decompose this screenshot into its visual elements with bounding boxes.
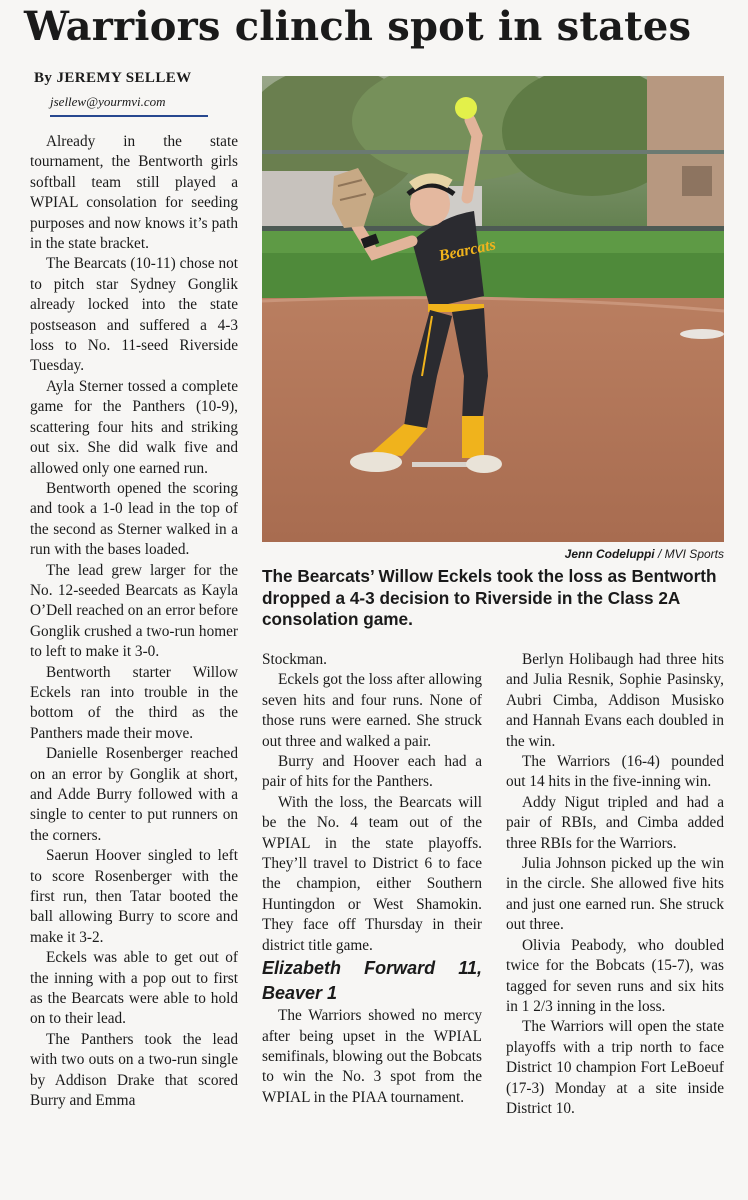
credit-name: Jenn Codeluppi — [564, 547, 655, 561]
photo-caption: The Bearcats’ Willow Eckels took the loss as Bentworth dropped a 4-3 decision to Riverside in the Class 2A consolation game. — [262, 566, 717, 629]
paragraph: Ayla Sterner tossed a complete game for the Panthers (10-9), scattering four hits and striking out six. She did walk five and allowed only one earned run. — [30, 377, 238, 477]
paragraph: The Warriors (16-4) pounded out 14 hits in the five-inning win. — [506, 753, 724, 791]
jersey-lettering: Bearcats — [437, 236, 498, 265]
article-column-2 — [262, 650, 482, 1108]
paragraph: Eckels was able to get out of the inning with a pop out to first as the Bearcats were able to hold on to their lead. — [30, 949, 238, 1028]
paragraph: With the loss, the Bearcats will be the No. 4 team out of the WPIAL in the state playoffs. They’ll travel to District 6 to face the champion, either Southern Huntingdon or West Shamokin. They face off Thursday in their district title game. — [262, 793, 482, 954]
paragraph: Olivia Peabody, who doubled twice for the Bobcats (15-7), was tagged for seven runs and six hits in 1 2/3 inning in the loss. — [506, 936, 724, 1015]
paragraph: The Bearcats (10-11) chose not to pitch star Sydney Gonglik already locked into the state postseason and suffered a 4-3 loss to No. 11-seed Riverside Tuesday. — [30, 255, 238, 375]
paragraph: Bentworth starter Willow Eckels ran into trouble in the bottom of the third as the Panthers made their move. — [30, 663, 238, 742]
author-email-link[interactable]: jsellew@yourmvi.com — [50, 94, 166, 109]
credit-org: / MVI Sports — [654, 547, 724, 561]
headline: Warriors clinch spot in states — [24, 3, 692, 50]
photo-credit — [565, 547, 724, 561]
paragraph: Berlyn Holibaugh had three hits and Julia Resnik, Sophie Pasinsky, Aubri Cimba, Addison Musisko and Hannah Evans each doubled in the win. — [506, 651, 724, 750]
paragraph: Saerun Hoover singled to left to score Rosenberger with the first run, then Tatar booted the ball allowing Burry to score and make it 3-2. — [30, 847, 238, 946]
paragraph: Burry and Hoover each had a pair of hits for the Panthers. — [262, 753, 482, 791]
byline: By JEREMY SELLEW — [34, 70, 192, 86]
game-subheading: Elizabeth Forward 11, Beaver 1 — [262, 958, 482, 1004]
article-column-3 — [506, 650, 724, 1119]
email-underline — [50, 115, 208, 117]
paragraph: Julia Johnson picked up the win in the circle. She allowed five hits and just one earned run. She struck out three. — [506, 855, 724, 934]
paragraph: Bentworth opened the scoring and took a 1-0 lead in the top of the second as Sterner walked in a run with the bases loaded. — [30, 479, 238, 559]
paragraph: The Warriors will open the state playoffs with a trip north to face District 10 champion Fort LeBoeuf (17-3) Monday at a site inside District 10. — [506, 1018, 724, 1117]
paragraph: The Panthers took the lead with two outs on a two-run single by Addison Drake that scored Burry and Emma — [30, 1030, 238, 1110]
paragraph: Eckels got the loss after allowing seven hits and four runs. None of those runs were earned. She struck out three and walked a pair. — [262, 671, 482, 750]
article-column-1 — [30, 132, 238, 1112]
paragraph: The Warriors showed no mercy after being upset in the WPIAL semifinals, blowing out the Bobcats to win the No. 3 spot from the WPIAL in the PIAA tournament. — [262, 1007, 482, 1106]
paragraph: Already in the state tournament, the Bentworth girls softball team still played a WPIAL consolation for seeding purposes and now knows it’s path in the state bracket. — [30, 133, 238, 253]
paragraph: The lead grew larger for the No. 12-seeded Bearcats as Kayla O’Dell reached on an error before Gonglik crushed a two-run homer to left to make it 3-0. — [30, 561, 238, 661]
paragraph-continued: Stockman. — [262, 651, 328, 668]
paragraph: Addy Nigut tripled and had a pair of RBIs, and Cimba added three RBIs for the Warriors. — [506, 793, 724, 852]
softball-pitcher-photo — [262, 76, 724, 542]
paragraph: Danielle Rosenberger reached on an error by Gonglik at short, and Adde Burry followed with a single to center to put runners on the corners. — [30, 745, 238, 844]
